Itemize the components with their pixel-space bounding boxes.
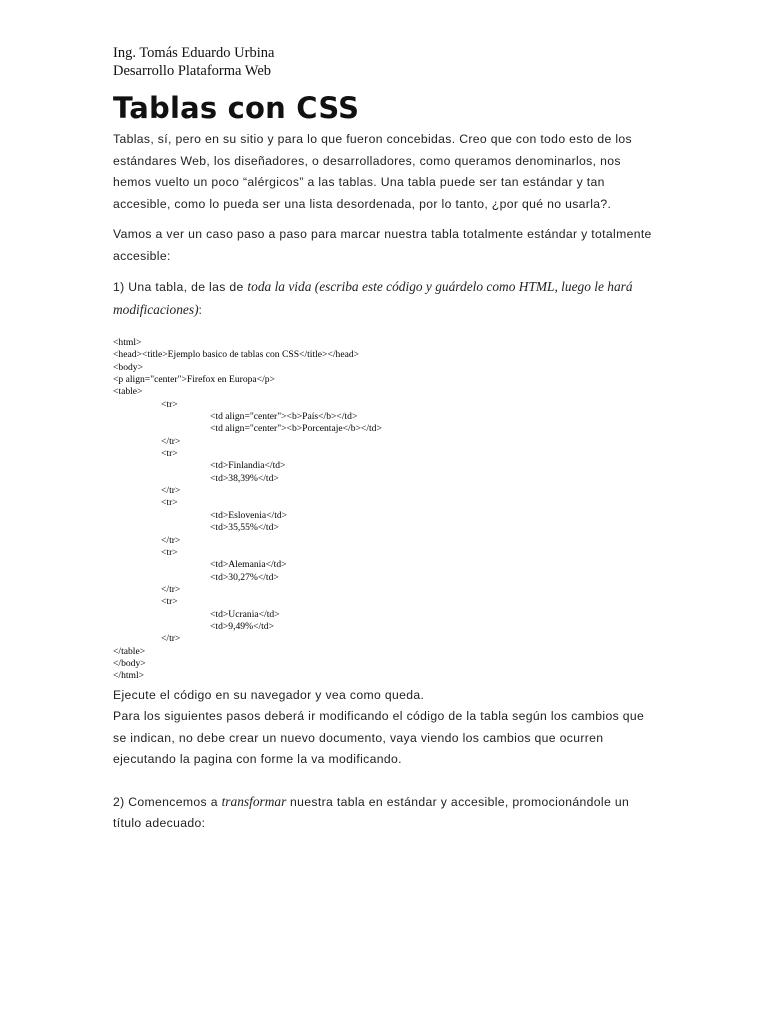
code-line: </tr> <box>161 485 181 497</box>
step2-italic-text: transformar <box>221 793 287 809</box>
run-code-paragraph: Ejecute el código en su navegador y vea como queda. <box>113 687 425 702</box>
step-intro-paragraph: Vamos a ver un caso paso a paso para marcar nuestra tabla totalmente estándar y totalmente accesible: <box>113 227 652 263</box>
code-line: <td>9,49%</td> <box>210 620 275 632</box>
code-line: <td>30,27%</td> <box>210 571 279 583</box>
code-line: <td align="center"><b>País</b></td> <box>210 411 358 423</box>
code-line: <td>Alemania</td> <box>210 559 287 571</box>
step1-paragraph <box>113 276 658 321</box>
code-line: </tr> <box>161 534 181 546</box>
code-line: <tr> <box>161 546 178 558</box>
code-line: </body> <box>113 657 146 669</box>
code-line: </tr> <box>161 633 181 645</box>
code-line: <tr> <box>161 596 178 608</box>
code-line: </tr> <box>161 435 181 447</box>
code-line: <tr> <box>161 448 178 460</box>
code-line: <td>Eslovenia</td> <box>210 509 288 521</box>
course-name: Desarrollo Plataforma Web <box>113 63 272 79</box>
author-name: Ing. Tomás Eduardo Urbina <box>113 45 275 61</box>
code-line: </tr> <box>161 583 181 595</box>
code-line: </table> <box>113 645 146 657</box>
page-title: Tablas con CSS <box>113 91 360 125</box>
code-line: <head><title>Ejemplo basico de tablas con CSS</title></head> <box>113 349 360 361</box>
code-line: <td>35,55%</td> <box>210 522 279 534</box>
step1-italic-text: toda la vida (escriba este código y guárdelo como HTML, luego le hará modificaciones) <box>113 279 633 317</box>
html-code-block <box>113 337 658 683</box>
code-line: <tr> <box>161 497 178 509</box>
code-line: <tr> <box>161 398 178 410</box>
code-line: <table> <box>113 386 143 398</box>
step2-suffix: nuestra tabla en estándar y accesible, promocionándole un título adecuado: <box>113 794 630 831</box>
step2-prefix: 2) Comencemos a <box>113 794 222 809</box>
step1-prefix: 1) Una tabla, de las de <box>113 280 248 294</box>
code-line: <td align="center"><b>Porcentaje</b></td> <box>210 423 382 435</box>
code-line: <td>Finlandia</td> <box>210 460 286 472</box>
next-steps-paragraph: Para los siguientes pasos deberá ir modificando el código de la tabla según los cambios que se indican, no debe crear un nuevo documento, vaya viendo los cambios que ocurren ejecutando la pagina con forme la va modificando. <box>113 709 645 767</box>
document-page <box>113 44 658 835</box>
step1-suffix: : <box>198 302 203 317</box>
intro-paragraph: Tablas, sí, pero en su sitio y para lo que fueron concebidas. Creo que con todo esto de los estándares Web, los diseñadores, o desarrolladores, como queramos denominarlos, nos hemos vuelto un poco “alérgicos” a las tablas. Una tabla puede ser tan estándar y tan accesible, como lo pueda ser una lista desordenada, por lo tanto, ¿por qué no usarla?. <box>113 132 632 211</box>
code-line: </html> <box>113 670 145 682</box>
code-line: <p align="center">Firefox en Europa</p> <box>113 374 275 386</box>
code-line: <body> <box>113 361 144 373</box>
code-line: <html> <box>113 337 142 348</box>
code-line: <td>38,39%</td> <box>210 472 279 484</box>
code-line: <td>Ucrania</td> <box>210 608 280 620</box>
step2-paragraph <box>113 791 658 835</box>
